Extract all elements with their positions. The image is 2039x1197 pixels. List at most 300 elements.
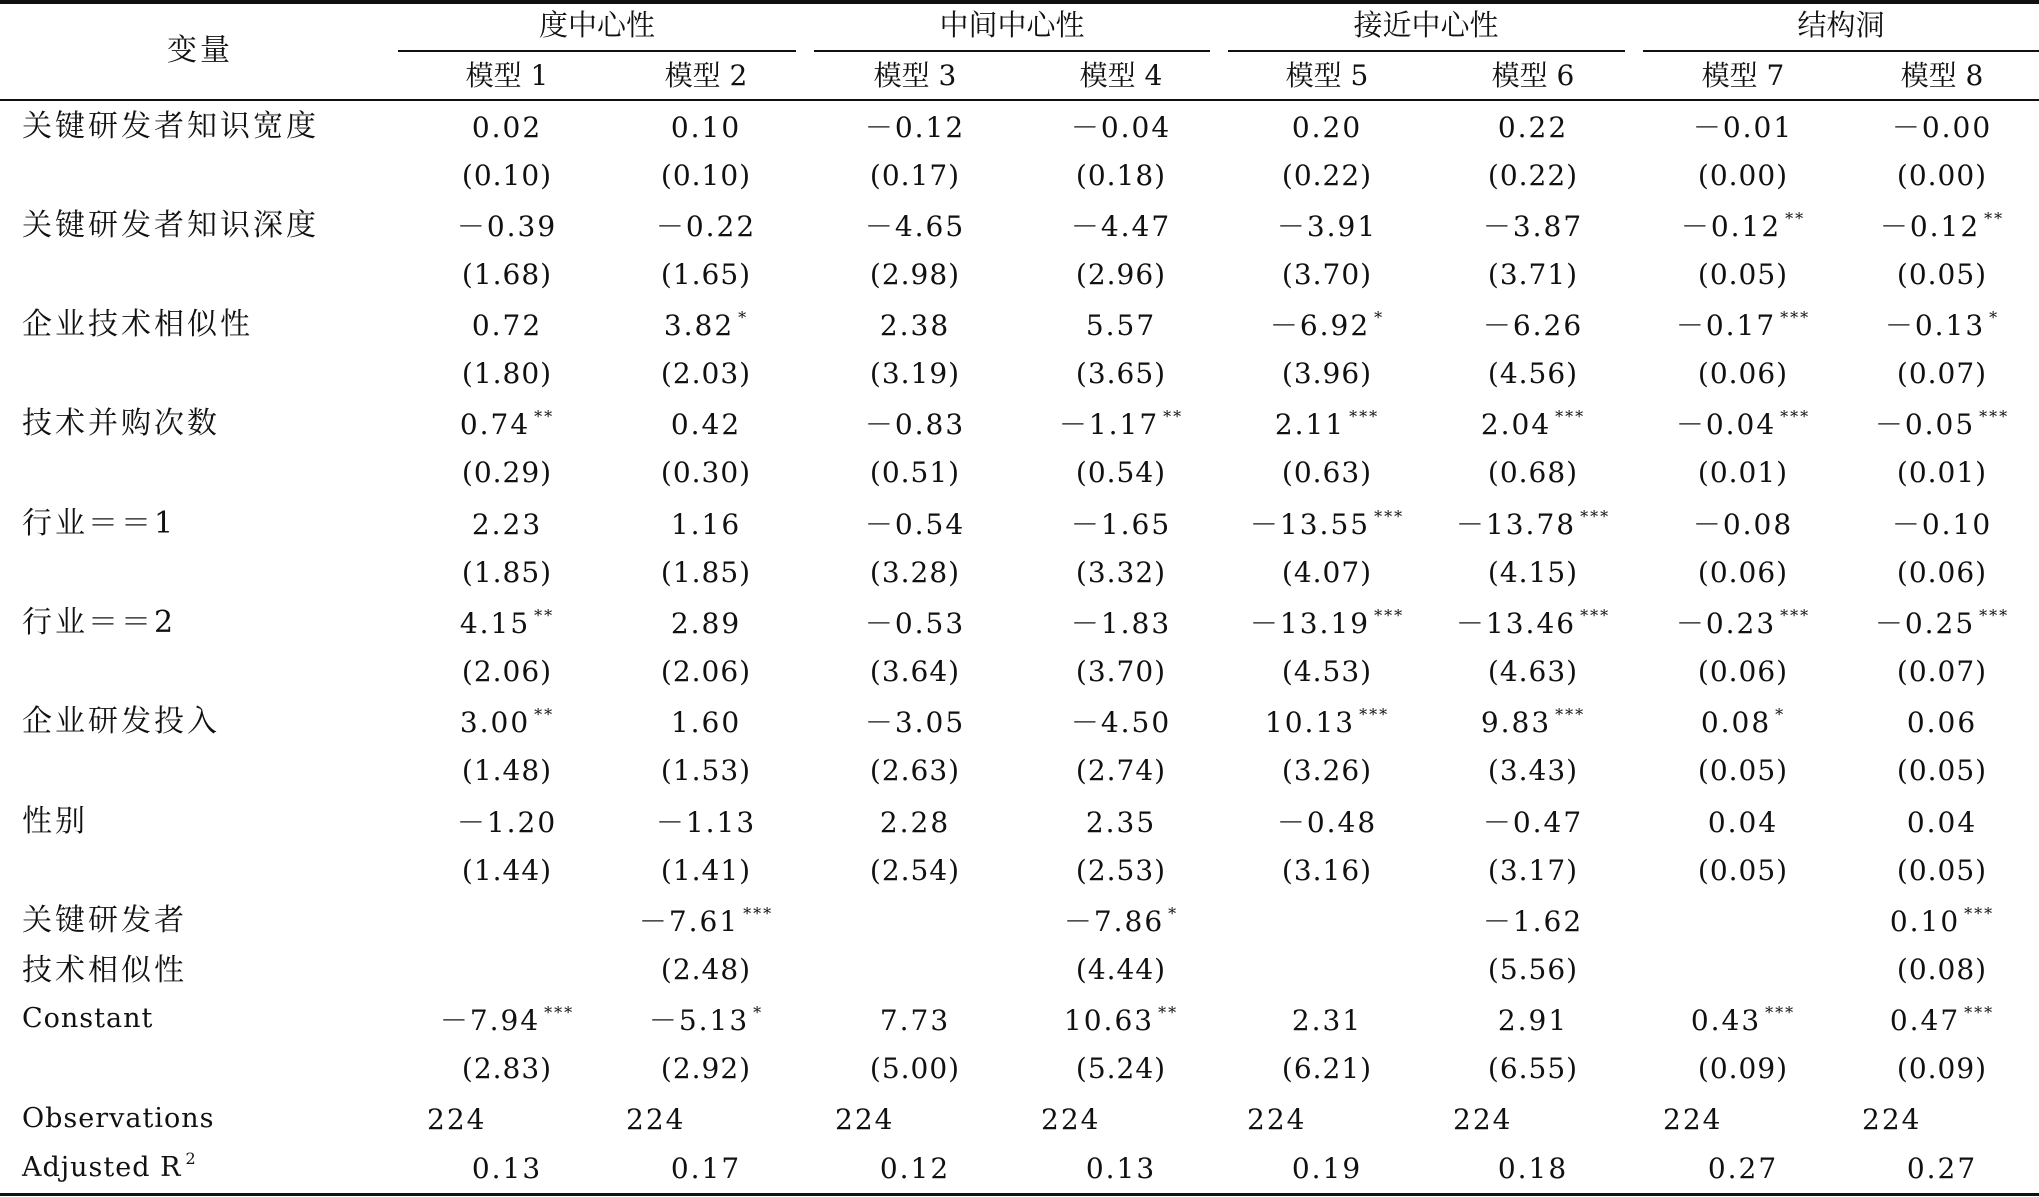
coefficient-value: －0.00 bbox=[1891, 111, 1993, 144]
coefficient-cell bbox=[1889, 1003, 1995, 1037]
adjusted-r2-cell: 0.12 bbox=[879, 1152, 951, 1185]
coefficient-cell bbox=[471, 309, 543, 342]
coefficient-value: －0.39 bbox=[456, 210, 558, 243]
standard-error-cell: (2.06) bbox=[461, 655, 553, 688]
coefficient-cell bbox=[864, 508, 966, 541]
standard-error-cell: (0.29) bbox=[461, 456, 553, 489]
standard-error-cell: (0.05) bbox=[1896, 854, 1988, 887]
standard-error-cell: (0.22) bbox=[1281, 159, 1373, 192]
standard-error-cell: (6.55) bbox=[1487, 1052, 1579, 1085]
standard-error-cell: (3.28) bbox=[869, 556, 961, 589]
coefficient-value: 0.22 bbox=[1497, 111, 1569, 144]
coefficient-cell bbox=[1249, 507, 1405, 541]
standard-error-cell: (0.09) bbox=[1896, 1052, 1988, 1085]
coefficient-cell bbox=[1497, 1004, 1569, 1037]
standard-error-cell: (1.41) bbox=[660, 854, 752, 887]
significance-stars: *** bbox=[1374, 606, 1405, 625]
coefficient-value: －0.12 bbox=[1879, 210, 1981, 243]
coefficient-cell bbox=[663, 308, 749, 342]
coefficient-cell bbox=[1889, 904, 1995, 938]
coefficient-cell bbox=[459, 407, 555, 441]
coefficient-value: －1.65 bbox=[1070, 508, 1172, 541]
coefficient-value: 0.47 bbox=[1889, 1004, 1961, 1037]
standard-error-cell: (3.26) bbox=[1281, 754, 1373, 787]
coefficient-cell bbox=[1455, 507, 1611, 541]
standard-error-cell: (2.74) bbox=[1075, 754, 1167, 787]
standard-error-cell: (1.65) bbox=[660, 258, 752, 291]
standard-error-cell: (3.70) bbox=[1281, 258, 1373, 291]
significance-stars: * bbox=[1989, 308, 2000, 327]
coefficient-cell bbox=[1675, 606, 1811, 640]
coefficient-value: 1.16 bbox=[670, 508, 742, 541]
standard-error-cell: (3.16) bbox=[1281, 854, 1373, 887]
coefficient-cell bbox=[1291, 111, 1363, 144]
adjusted-r2-cell: 0.19 bbox=[1291, 1152, 1363, 1185]
coefficient-value: －7.86 bbox=[1063, 905, 1165, 938]
standard-error-cell: (3.32) bbox=[1075, 556, 1167, 589]
coefficient-value: －7.61 bbox=[638, 905, 740, 938]
coefficient-cell bbox=[471, 508, 543, 541]
standard-error-cell: (0.05) bbox=[1697, 258, 1789, 291]
adjusted-r2-cell: 0.27 bbox=[1906, 1152, 1978, 1185]
model-header: 模型 5 bbox=[1285, 59, 1369, 92]
significance-stars: *** bbox=[1979, 407, 2010, 426]
coefficient-value: 0.08 bbox=[1700, 706, 1772, 739]
coefficient-value: －0.23 bbox=[1675, 607, 1777, 640]
standard-error-cell: (1.53) bbox=[660, 754, 752, 787]
significance-stars: * bbox=[1775, 705, 1786, 724]
row-label: Constant bbox=[22, 1003, 154, 1034]
coefficient-cell bbox=[864, 210, 966, 243]
coefficient-value: 0.06 bbox=[1906, 706, 1978, 739]
coefficient-cell bbox=[879, 1004, 951, 1037]
coefficient-cell bbox=[1874, 606, 2010, 640]
coefficient-cell bbox=[1874, 407, 2010, 441]
coefficient-cell bbox=[456, 806, 558, 839]
coefficient-cell bbox=[879, 309, 951, 342]
standard-error-cell: (0.05) bbox=[1896, 754, 1988, 787]
coefficient-value: 2.04 bbox=[1480, 408, 1552, 441]
model-header: 模型 2 bbox=[664, 59, 748, 92]
significance-stars: *** bbox=[1979, 606, 2010, 625]
coefficient-value: －1.20 bbox=[456, 806, 558, 839]
coefficient-value: －0.17 bbox=[1675, 309, 1777, 342]
row-label: 企业研发投入 bbox=[22, 704, 220, 739]
standard-error-cell: (0.30) bbox=[660, 456, 752, 489]
adjusted-r2-cell: 0.18 bbox=[1497, 1152, 1569, 1185]
standard-error-cell: (1.85) bbox=[461, 556, 553, 589]
coefficient-value: 2.31 bbox=[1291, 1004, 1363, 1037]
coefficient-cell bbox=[1482, 806, 1584, 839]
standard-error-cell: (0.06) bbox=[1697, 556, 1789, 589]
coefficient-cell bbox=[638, 904, 774, 938]
significance-stars: *** bbox=[1765, 1003, 1796, 1022]
coefficient-value: －5.13 bbox=[648, 1004, 750, 1037]
coefficient-value: －13.46 bbox=[1455, 607, 1577, 640]
coefficient-value: －3.91 bbox=[1276, 210, 1378, 243]
coefficient-cell bbox=[648, 1003, 764, 1037]
standard-error-cell: (0.01) bbox=[1697, 456, 1789, 489]
significance-stars: ** bbox=[534, 407, 555, 426]
coefficient-value: 2.28 bbox=[879, 806, 951, 839]
standard-error-cell: (0.51) bbox=[869, 456, 961, 489]
significance-stars: *** bbox=[1555, 407, 1586, 426]
coefficient-cell bbox=[1497, 111, 1569, 144]
significance-stars: *** bbox=[1555, 705, 1586, 724]
coefficient-value: －13.78 bbox=[1455, 508, 1577, 541]
standard-error-cell: (0.17) bbox=[869, 159, 961, 192]
coefficient-value: 0.74 bbox=[459, 408, 531, 441]
standard-error-cell: (3.17) bbox=[1487, 854, 1579, 887]
coefficient-cell bbox=[1249, 606, 1405, 640]
coefficient-value: －1.83 bbox=[1070, 607, 1172, 640]
coefficient-value: －0.10 bbox=[1891, 508, 1993, 541]
standard-error-cell: (2.03) bbox=[660, 357, 752, 390]
standard-error-cell: (6.21) bbox=[1281, 1052, 1373, 1085]
coefficient-value: －0.13 bbox=[1884, 309, 1986, 342]
standard-error-cell: (0.54) bbox=[1075, 456, 1167, 489]
coefficient-value: 0.72 bbox=[471, 309, 543, 342]
coefficient-value: 0.10 bbox=[670, 111, 742, 144]
coefficient-value: 2.89 bbox=[670, 607, 742, 640]
observations-cell: 224 bbox=[626, 1103, 686, 1136]
coefficient-cell bbox=[670, 508, 742, 541]
coefficient-cell bbox=[1269, 308, 1385, 342]
observations-cell: 224 bbox=[1247, 1103, 1307, 1136]
r-squared-superscript: 2 bbox=[185, 1149, 198, 1168]
coefficient-cell bbox=[670, 607, 742, 640]
adjusted-r2-cell: 0.27 bbox=[1707, 1152, 1779, 1185]
coefficient-value: 2.23 bbox=[471, 508, 543, 541]
coefficient-value: 0.42 bbox=[670, 408, 742, 441]
significance-stars: *** bbox=[1349, 407, 1380, 426]
coefficient-cell bbox=[1707, 806, 1779, 839]
standard-error-cell: (0.18) bbox=[1075, 159, 1167, 192]
coefficient-cell bbox=[1879, 209, 2005, 243]
coefficient-value: －0.05 bbox=[1874, 408, 1976, 441]
coefficient-cell bbox=[1700, 705, 1786, 739]
coefficient-value: －6.92 bbox=[1269, 309, 1371, 342]
coefficient-value: －0.25 bbox=[1874, 607, 1976, 640]
standard-error-cell: (0.10) bbox=[461, 159, 553, 192]
standard-error-cell: (0.05) bbox=[1896, 258, 1988, 291]
coefficient-cell bbox=[1906, 706, 1978, 739]
significance-stars: ** bbox=[534, 606, 555, 625]
coefficient-cell bbox=[1680, 209, 1806, 243]
standard-error-cell: (0.06) bbox=[1697, 655, 1789, 688]
coefficient-cell bbox=[1085, 806, 1157, 839]
standard-error-cell: (1.68) bbox=[461, 258, 553, 291]
coefficient-cell bbox=[1690, 1003, 1796, 1037]
significance-stars: *** bbox=[1964, 1003, 1995, 1022]
observations-cell: 224 bbox=[835, 1103, 895, 1136]
observations-label: Observations bbox=[22, 1103, 215, 1134]
standard-error-cell: (0.06) bbox=[1896, 556, 1988, 589]
coefficient-value: －0.47 bbox=[1482, 806, 1584, 839]
coefficient-value: －0.83 bbox=[864, 408, 966, 441]
coefficient-cell bbox=[1063, 1003, 1179, 1037]
standard-error-cell: (0.07) bbox=[1896, 655, 1988, 688]
coefficient-cell bbox=[1891, 111, 1993, 144]
coefficient-value: －0.01 bbox=[1692, 111, 1794, 144]
coefficient-value: 0.04 bbox=[1707, 806, 1779, 839]
coefficient-cell bbox=[1274, 407, 1380, 441]
adjusted-r2-cell: 0.17 bbox=[670, 1152, 742, 1185]
significance-stars: ** bbox=[1158, 1003, 1179, 1022]
coefficient-value: 2.38 bbox=[879, 309, 951, 342]
standard-error-cell: (0.22) bbox=[1487, 159, 1579, 192]
coefficient-cell bbox=[864, 111, 966, 144]
significance-stars: * bbox=[753, 1003, 764, 1022]
row-label: 关键研发者知识宽度 bbox=[22, 109, 319, 144]
significance-stars: * bbox=[738, 308, 749, 327]
standard-error-cell: (3.43) bbox=[1487, 754, 1579, 787]
significance-stars: *** bbox=[1780, 407, 1811, 426]
coefficient-value: －4.65 bbox=[864, 210, 966, 243]
coefficient-value: －13.19 bbox=[1249, 607, 1371, 640]
significance-stars: *** bbox=[1780, 308, 1811, 327]
coefficient-cell bbox=[655, 210, 757, 243]
coefficient-value: －1.62 bbox=[1482, 905, 1584, 938]
standard-error-cell: (2.83) bbox=[461, 1052, 553, 1085]
significance-stars: * bbox=[1374, 308, 1385, 327]
standard-error-cell: (2.92) bbox=[660, 1052, 752, 1085]
coefficient-cell bbox=[1482, 309, 1584, 342]
group-underline-closeness bbox=[1228, 50, 1625, 52]
coefficient-cell bbox=[864, 408, 966, 441]
adjusted-r2-label: Adjusted R $^2$ bbox=[22, 1149, 198, 1183]
coefficient-value: －0.08 bbox=[1692, 508, 1794, 541]
significance-stars: ** bbox=[1163, 407, 1184, 426]
header-rule bbox=[0, 99, 2039, 101]
standard-error-cell: (1.85) bbox=[660, 556, 752, 589]
coefficient-cell bbox=[1070, 508, 1172, 541]
model-header: 模型 8 bbox=[1900, 59, 1984, 92]
standard-error-cell: (0.01) bbox=[1896, 456, 1988, 489]
row-label-continued: 技术相似性 bbox=[22, 953, 187, 988]
model-header: 模型 1 bbox=[465, 59, 549, 92]
coefficient-value: －1.17 bbox=[1058, 408, 1160, 441]
significance-stars: *** bbox=[743, 904, 774, 923]
coefficient-cell bbox=[879, 806, 951, 839]
coefficient-value: 7.73 bbox=[879, 1004, 951, 1037]
group-header: 结构洞 bbox=[1797, 8, 1885, 42]
observations-cell: 224 bbox=[1862, 1103, 1922, 1136]
coefficient-value: －4.50 bbox=[1070, 706, 1172, 739]
significance-stars: *** bbox=[1964, 904, 1995, 923]
standard-error-cell: (0.05) bbox=[1697, 754, 1789, 787]
standard-error-cell: (2.06) bbox=[660, 655, 752, 688]
significance-stars: ** bbox=[1785, 209, 1806, 228]
coefficient-cell bbox=[1264, 705, 1390, 739]
bottom-rule bbox=[0, 1193, 2039, 1196]
group-underline-betweenness bbox=[814, 50, 1210, 52]
coefficient-value: －3.87 bbox=[1482, 210, 1584, 243]
coefficient-value: 0.02 bbox=[471, 111, 543, 144]
significance-stars: ** bbox=[534, 705, 555, 724]
coefficient-value: 2.11 bbox=[1274, 408, 1346, 441]
standard-error-cell: (5.00) bbox=[869, 1052, 961, 1085]
coefficient-cell bbox=[1070, 111, 1172, 144]
standard-error-cell: (4.44) bbox=[1075, 953, 1167, 986]
standard-error-cell: (4.56) bbox=[1487, 357, 1579, 390]
coefficient-cell bbox=[1480, 407, 1586, 441]
standard-error-cell: (0.08) bbox=[1896, 953, 1988, 986]
coefficient-value: －3.05 bbox=[864, 706, 966, 739]
standard-error-cell: (0.06) bbox=[1697, 357, 1789, 390]
standard-error-cell: (3.71) bbox=[1487, 258, 1579, 291]
coefficient-cell bbox=[1276, 210, 1378, 243]
coefficient-cell bbox=[1058, 407, 1184, 441]
group-underline-degree bbox=[398, 50, 796, 52]
standard-error-cell: (0.05) bbox=[1697, 854, 1789, 887]
coefficient-value: －1.13 bbox=[655, 806, 757, 839]
coefficient-cell bbox=[459, 606, 555, 640]
coefficient-value: 10.13 bbox=[1264, 706, 1356, 739]
standard-error-cell: (2.96) bbox=[1075, 258, 1167, 291]
adjusted-r2-cell: 0.13 bbox=[471, 1152, 543, 1185]
coefficient-value: 0.20 bbox=[1291, 111, 1363, 144]
standard-error-cell: (2.53) bbox=[1075, 854, 1167, 887]
coefficient-cell bbox=[1480, 705, 1586, 739]
coefficient-cell bbox=[1482, 210, 1584, 243]
standard-error-cell: (1.80) bbox=[461, 357, 553, 390]
coefficient-value: 4.15 bbox=[459, 607, 531, 640]
coefficient-cell bbox=[439, 1003, 575, 1037]
standard-error-cell: (0.68) bbox=[1487, 456, 1579, 489]
coefficient-cell bbox=[1063, 904, 1179, 938]
coefficient-value: 2.91 bbox=[1497, 1004, 1569, 1037]
row-label: 关键研发者知识深度 bbox=[22, 208, 319, 243]
observations-cell: 224 bbox=[1453, 1103, 1513, 1136]
coefficient-value: －0.48 bbox=[1276, 806, 1378, 839]
coefficient-value: －0.54 bbox=[864, 508, 966, 541]
model-header: 模型 6 bbox=[1491, 59, 1575, 92]
significance-stars: *** bbox=[1359, 705, 1390, 724]
standard-error-cell: (3.96) bbox=[1281, 357, 1373, 390]
coefficient-value: －0.53 bbox=[864, 607, 966, 640]
group-underline-structural-holes bbox=[1643, 50, 2039, 52]
coefficient-cell bbox=[1482, 905, 1584, 938]
observations-cell: 224 bbox=[1663, 1103, 1723, 1136]
coefficient-value: 0.04 bbox=[1906, 806, 1978, 839]
coefficient-value: 5.57 bbox=[1085, 309, 1157, 342]
model-header: 模型 7 bbox=[1701, 59, 1785, 92]
group-header: 度中心性 bbox=[538, 8, 656, 42]
coefficient-value: －0.12 bbox=[1680, 210, 1782, 243]
standard-error-cell: (2.98) bbox=[869, 258, 961, 291]
standard-error-cell: (4.07) bbox=[1281, 556, 1373, 589]
standard-error-cell: (0.10) bbox=[660, 159, 752, 192]
coefficient-value: 9.83 bbox=[1480, 706, 1552, 739]
coefficient-value: 3.82 bbox=[663, 309, 735, 342]
coefficient-value: 0.43 bbox=[1690, 1004, 1762, 1037]
coefficient-cell bbox=[1675, 407, 1811, 441]
coefficient-value: －0.22 bbox=[655, 210, 757, 243]
row-label: 行业＝＝2 bbox=[22, 605, 177, 640]
standard-error-cell: (1.48) bbox=[461, 754, 553, 787]
coefficient-value: 3.00 bbox=[459, 706, 531, 739]
standard-error-cell: (4.63) bbox=[1487, 655, 1579, 688]
coefficient-cell bbox=[1675, 308, 1811, 342]
coefficient-cell bbox=[1906, 806, 1978, 839]
coefficient-cell bbox=[459, 705, 555, 739]
coefficient-value: －6.26 bbox=[1482, 309, 1584, 342]
significance-stars: *** bbox=[1374, 507, 1405, 526]
significance-stars: * bbox=[1168, 904, 1179, 923]
coefficient-value: －0.04 bbox=[1675, 408, 1777, 441]
coefficient-value: －0.04 bbox=[1070, 111, 1172, 144]
standard-error-cell: (3.64) bbox=[869, 655, 961, 688]
coefficient-cell bbox=[471, 111, 543, 144]
coefficient-cell bbox=[670, 408, 742, 441]
coefficient-cell bbox=[1692, 111, 1794, 144]
coefficient-cell bbox=[1884, 308, 2000, 342]
coefficient-cell bbox=[1085, 309, 1157, 342]
coefficient-cell bbox=[1070, 607, 1172, 640]
coefficient-cell bbox=[864, 607, 966, 640]
coefficient-cell bbox=[864, 706, 966, 739]
adjusted-r2-cell: 0.13 bbox=[1085, 1152, 1157, 1185]
standard-error-cell: (0.63) bbox=[1281, 456, 1373, 489]
standard-error-cell: (5.56) bbox=[1487, 953, 1579, 986]
observations-cell: 224 bbox=[1041, 1103, 1101, 1136]
standard-error-cell: (0.07) bbox=[1896, 357, 1988, 390]
standard-error-cell: (2.63) bbox=[869, 754, 961, 787]
coefficient-value: 0.10 bbox=[1889, 905, 1961, 938]
coefficient-value: 1.60 bbox=[670, 706, 742, 739]
coefficient-cell bbox=[456, 210, 558, 243]
coefficient-cell bbox=[1692, 508, 1794, 541]
row-label: 性别 bbox=[22, 804, 88, 839]
standard-error-cell: (1.44) bbox=[461, 854, 553, 887]
top-rule bbox=[0, 0, 2039, 4]
model-header: 模型 4 bbox=[1079, 59, 1163, 92]
observations-cell: 224 bbox=[427, 1103, 487, 1136]
group-header: 接近中心性 bbox=[1353, 8, 1499, 42]
standard-error-cell: (2.48) bbox=[660, 953, 752, 986]
standard-error-cell: (3.19) bbox=[869, 357, 961, 390]
group-header: 中间中心性 bbox=[939, 8, 1085, 42]
coefficient-cell bbox=[670, 111, 742, 144]
coefficient-cell bbox=[655, 806, 757, 839]
coefficient-cell bbox=[1276, 806, 1378, 839]
standard-error-cell: (3.70) bbox=[1075, 655, 1167, 688]
coefficient-value: 10.63 bbox=[1063, 1004, 1155, 1037]
row-label: 关键研发者 bbox=[22, 903, 187, 938]
coefficient-value: －13.55 bbox=[1249, 508, 1371, 541]
significance-stars: *** bbox=[544, 1003, 575, 1022]
coefficient-value: －0.12 bbox=[864, 111, 966, 144]
row-label: 行业＝＝1 bbox=[22, 506, 177, 541]
coefficient-value: －7.94 bbox=[439, 1004, 541, 1037]
coefficient-cell bbox=[1070, 210, 1172, 243]
standard-error-cell: (5.24) bbox=[1075, 1052, 1167, 1085]
standard-error-cell: (0.09) bbox=[1697, 1052, 1789, 1085]
variable-column-header: 变量 bbox=[167, 33, 233, 68]
coefficient-cell bbox=[1891, 508, 1993, 541]
coefficient-value: 2.35 bbox=[1085, 806, 1157, 839]
significance-stars: *** bbox=[1580, 507, 1611, 526]
standard-error-cell: (0.00) bbox=[1697, 159, 1789, 192]
standard-error-cell: (4.53) bbox=[1281, 655, 1373, 688]
coefficient-cell bbox=[670, 706, 742, 739]
standard-error-cell: (3.65) bbox=[1075, 357, 1167, 390]
coefficient-cell bbox=[1070, 706, 1172, 739]
coefficient-cell bbox=[1455, 606, 1611, 640]
standard-error-cell: (0.00) bbox=[1896, 159, 1988, 192]
model-header: 模型 3 bbox=[873, 59, 957, 92]
